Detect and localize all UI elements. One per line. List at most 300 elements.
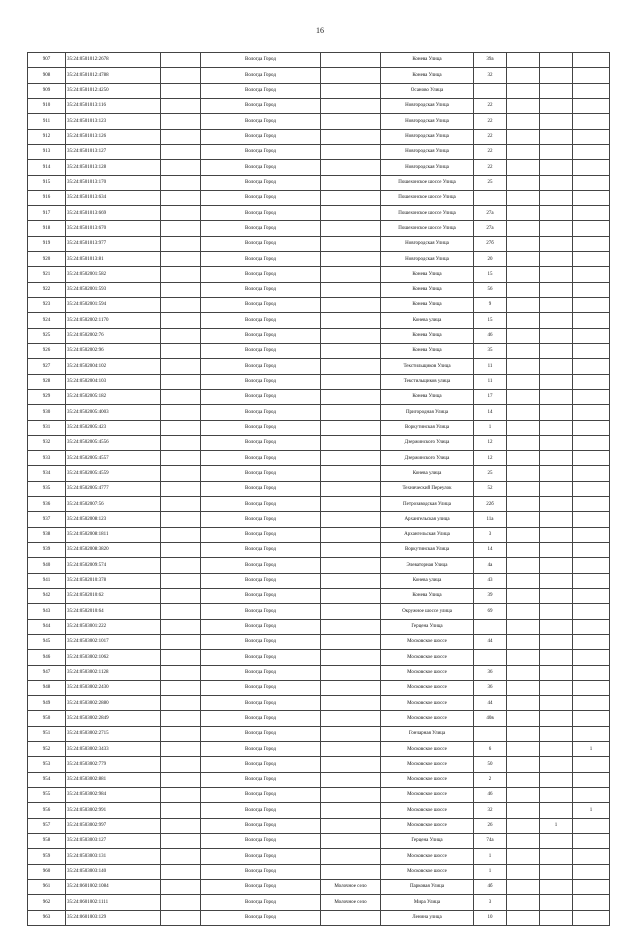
city-cell: Вологда Город: [201, 788, 321, 803]
house-number-cell: 74а: [474, 833, 507, 848]
row-number-cell: 941: [28, 573, 66, 588]
city-cell: Вологда Город: [201, 359, 321, 374]
street-cell: Московское шоссе: [381, 788, 474, 803]
house-number-cell: 2: [474, 772, 507, 787]
village-cell: [321, 53, 381, 68]
street-cell: Окружное шоссе улица: [381, 604, 474, 619]
city-cell: Вологда Город: [201, 374, 321, 389]
village-cell: [321, 83, 381, 98]
blank-cell: [161, 160, 201, 175]
table-row: [28, 527, 610, 542]
city-cell: Вологда Город: [201, 221, 321, 236]
city-cell: Вологда Город: [201, 879, 321, 894]
mark-cell: [540, 267, 573, 282]
mark-cell: [507, 742, 540, 757]
mark-cell: [540, 298, 573, 313]
table-row: [28, 497, 610, 512]
street-cell: Конева Улица: [381, 298, 474, 313]
cadastral-number-cell: 35:24:0601002:1084: [66, 879, 161, 894]
street-cell: Московское шоссе: [381, 711, 474, 726]
house-number-cell: 39: [474, 588, 507, 603]
house-number-cell: 50: [474, 757, 507, 772]
city-cell: Вологда Город: [201, 543, 321, 558]
cadastral-number-cell: 35:24:0503003:140: [66, 864, 161, 879]
city-cell: Вологда Город: [201, 634, 321, 649]
cadastral-number-cell: 35:24:0502004:102: [66, 359, 161, 374]
blank-cell: [161, 726, 201, 741]
village-cell: [321, 252, 381, 267]
table-row: [28, 83, 610, 98]
house-number-cell: 22: [474, 114, 507, 129]
village-cell: [321, 405, 381, 420]
village-cell: [321, 650, 381, 665]
row-number-cell: 957: [28, 818, 66, 833]
table-row: [28, 328, 610, 343]
cadastral-number-cell: 35:24:0502005:4557: [66, 451, 161, 466]
row-number-cell: 940: [28, 558, 66, 573]
row-number-cell: 943: [28, 604, 66, 619]
village-cell: [321, 466, 381, 481]
village-cell: [321, 190, 381, 205]
city-cell: Вологда Город: [201, 160, 321, 175]
city-cell: Вологда Город: [201, 405, 321, 420]
village-cell: [321, 527, 381, 542]
village-cell: [321, 114, 381, 129]
mark-cell: [573, 282, 610, 297]
cadastral-number-cell: 35:24:0502005:4559: [66, 466, 161, 481]
blank-cell: [161, 634, 201, 649]
mark-cell: [573, 68, 610, 83]
mark-cell: [540, 527, 573, 542]
village-cell: [321, 359, 381, 374]
mark-cell: [573, 114, 610, 129]
blank-cell: [161, 129, 201, 144]
table-row: [28, 895, 610, 910]
mark-cell: [573, 236, 610, 251]
mark-cell: [573, 833, 610, 848]
blank-cell: [161, 83, 201, 98]
table-row: [28, 190, 610, 205]
village-cell: [321, 910, 381, 925]
blank-cell: [161, 527, 201, 542]
mark-cell: [540, 405, 573, 420]
table-row: [28, 389, 610, 404]
village-cell: [321, 267, 381, 282]
blank-cell: [161, 466, 201, 481]
street-cell: Пошехонское шоссе Улица: [381, 206, 474, 221]
city-cell: Вологда Город: [201, 757, 321, 772]
cadastral-number-cell: 35:24:0503002:2849: [66, 711, 161, 726]
house-number-cell: 36: [474, 680, 507, 695]
village-cell: [321, 144, 381, 159]
village-cell: [321, 833, 381, 848]
mark-cell: [573, 252, 610, 267]
city-cell: Вологда Город: [201, 435, 321, 450]
mark-cell: [573, 83, 610, 98]
city-cell: Вологда Город: [201, 910, 321, 925]
mark-cell: [540, 588, 573, 603]
row-number-cell: 952: [28, 742, 66, 757]
street-cell: Архангельская Улица: [381, 527, 474, 542]
table-row: [28, 772, 610, 787]
city-cell: Вологда Город: [201, 53, 321, 68]
street-cell: Новгородская Улица: [381, 144, 474, 159]
table-row: [28, 252, 610, 267]
mark-cell: [507, 252, 540, 267]
mark-cell: [573, 910, 610, 925]
city-cell: Вологда Город: [201, 466, 321, 481]
table-row: [28, 221, 610, 236]
street-cell: Конева Улица: [381, 53, 474, 68]
street-cell: Архангельская улица: [381, 512, 474, 527]
blank-cell: [161, 252, 201, 267]
city-cell: Вологда Город: [201, 98, 321, 113]
table-row: [28, 818, 610, 833]
blank-cell: [161, 497, 201, 512]
cadastral-number-cell: 35:24:0503001:222: [66, 619, 161, 634]
row-number-cell: 938: [28, 527, 66, 542]
cadastral-number-cell: 35:24:0503002:779: [66, 757, 161, 772]
mark-cell: [540, 512, 573, 527]
house-number-cell: 3: [474, 527, 507, 542]
village-cell: [321, 68, 381, 83]
city-cell: Вологда Город: [201, 252, 321, 267]
blank-cell: [161, 359, 201, 374]
street-cell: Новгородская Улица: [381, 114, 474, 129]
mark-cell: [573, 573, 610, 588]
village-cell: [321, 604, 381, 619]
street-cell: Новгородская Улица: [381, 236, 474, 251]
blank-cell: [161, 849, 201, 864]
cadastral-number-cell: 35:24:0503002:984: [66, 788, 161, 803]
village-cell: [321, 206, 381, 221]
table-row: [28, 160, 610, 175]
row-number-cell: 923: [28, 298, 66, 313]
city-cell: Вологда Город: [201, 282, 321, 297]
mark-cell: [507, 558, 540, 573]
mark-cell: 1: [573, 803, 610, 818]
city-cell: Вологда Город: [201, 619, 321, 634]
street-cell: Пошехонское шоссе Улица: [381, 221, 474, 236]
table-row: [28, 343, 610, 358]
mark-cell: [507, 527, 540, 542]
mark-cell: [573, 849, 610, 864]
city-cell: Вологда Город: [201, 497, 321, 512]
city-cell: Вологда Город: [201, 313, 321, 328]
table-row: [28, 313, 610, 328]
city-cell: Вологда Город: [201, 451, 321, 466]
house-number-cell: 1: [474, 849, 507, 864]
village-cell: [321, 757, 381, 772]
cadastral-number-cell: 35:24:0502008:3820: [66, 543, 161, 558]
mark-cell: [507, 788, 540, 803]
table-row: [28, 742, 610, 757]
table-row: [28, 435, 610, 450]
cadastral-number-cell: 35:24:0501013:669: [66, 206, 161, 221]
mark-cell: [540, 742, 573, 757]
village-cell: [321, 175, 381, 190]
row-number-cell: 937: [28, 512, 66, 527]
row-number-cell: 962: [28, 895, 66, 910]
row-number-cell: 911: [28, 114, 66, 129]
mark-cell: [540, 543, 573, 558]
mark-cell: [573, 788, 610, 803]
blank-cell: [161, 53, 201, 68]
row-number-cell: 913: [28, 144, 66, 159]
house-number-cell: [474, 650, 507, 665]
page-number: 16: [316, 26, 324, 35]
city-cell: Вологда Город: [201, 83, 321, 98]
street-cell: Дзержинского Улица: [381, 451, 474, 466]
mark-cell: [573, 895, 610, 910]
blank-cell: [161, 405, 201, 420]
table-row: [28, 543, 610, 558]
mark-cell: [540, 175, 573, 190]
mark-cell: [573, 175, 610, 190]
table-row: [28, 466, 610, 481]
street-cell: Новгородская Улица: [381, 129, 474, 144]
mark-cell: [573, 267, 610, 282]
street-cell: Дзержинского Улица: [381, 435, 474, 450]
house-number-cell: 46: [474, 788, 507, 803]
street-cell: Новгородская Улица: [381, 160, 474, 175]
row-number-cell: 915: [28, 175, 66, 190]
mark-cell: [540, 497, 573, 512]
row-number-cell: 958: [28, 833, 66, 848]
row-number-cell: 950: [28, 711, 66, 726]
row-number-cell: 917: [28, 206, 66, 221]
cadastral-number-cell: 35:24:0503002:2430: [66, 680, 161, 695]
mark-cell: [507, 298, 540, 313]
mark-cell: [540, 665, 573, 680]
street-cell: Конева Улица: [381, 328, 474, 343]
mark-cell: [540, 634, 573, 649]
cadastral-number-cell: 35:24:0502001:582: [66, 267, 161, 282]
city-cell: Вологда Город: [201, 680, 321, 695]
house-number-cell: [474, 619, 507, 634]
mark-cell: [540, 833, 573, 848]
mark-cell: [507, 98, 540, 113]
mark-cell: [540, 849, 573, 864]
mark-cell: [540, 451, 573, 466]
mark-cell: 1: [540, 818, 573, 833]
city-cell: Вологда Город: [201, 68, 321, 83]
cadastral-number-cell: 35:24:0503002:2880: [66, 696, 161, 711]
street-cell: Мира Улица: [381, 895, 474, 910]
city-cell: Вологда Город: [201, 665, 321, 680]
blank-cell: [161, 267, 201, 282]
mark-cell: [507, 665, 540, 680]
house-number-cell: 22: [474, 129, 507, 144]
mark-cell: [507, 435, 540, 450]
street-cell: Московское шоссе: [381, 665, 474, 680]
house-number-cell: 25: [474, 466, 507, 481]
street-cell: Конева Улица: [381, 389, 474, 404]
table-row: [28, 650, 610, 665]
mark-cell: [573, 221, 610, 236]
cadastral-number-cell: 35:24:0501012:4788: [66, 68, 161, 83]
house-number-cell: 27а: [474, 221, 507, 236]
cadastral-number-cell: 35:24:0503002:881: [66, 772, 161, 787]
house-number-cell: 4а: [474, 558, 507, 573]
mark-cell: [573, 98, 610, 113]
village-cell: [321, 451, 381, 466]
blank-cell: [161, 420, 201, 435]
table-row: [28, 680, 610, 695]
mark-cell: [540, 711, 573, 726]
blank-cell: [161, 833, 201, 848]
row-number-cell: 919: [28, 236, 66, 251]
mark-cell: [507, 405, 540, 420]
mark-cell: [540, 788, 573, 803]
cadastral-number-cell: 35:24:0502005:4777: [66, 481, 161, 496]
cadastral-number-cell: 35:24:0503003:127: [66, 833, 161, 848]
row-number-cell: 948: [28, 680, 66, 695]
street-cell: Воркутинская Улица: [381, 543, 474, 558]
mark-cell: [540, 252, 573, 267]
mark-cell: [507, 619, 540, 634]
mark-cell: [573, 129, 610, 144]
street-cell: Новгородская Улица: [381, 252, 474, 267]
mark-cell: [507, 543, 540, 558]
mark-cell: [507, 604, 540, 619]
house-number-cell: 56: [474, 282, 507, 297]
blank-cell: [161, 221, 201, 236]
cadastral-number-cell: 35:24:0501013:977: [66, 236, 161, 251]
mark-cell: [573, 160, 610, 175]
row-number-cell: 929: [28, 389, 66, 404]
table-row: [28, 114, 610, 129]
village-cell: [321, 864, 381, 879]
blank-cell: [161, 910, 201, 925]
mark-cell: [540, 895, 573, 910]
row-number-cell: 927: [28, 359, 66, 374]
row-number-cell: 921: [28, 267, 66, 282]
mark-cell: [507, 497, 540, 512]
blank-cell: [161, 696, 201, 711]
street-cell: Конева улица: [381, 573, 474, 588]
city-cell: Вологда Город: [201, 206, 321, 221]
village-cell: [321, 543, 381, 558]
mark-cell: [540, 83, 573, 98]
village-cell: [321, 389, 381, 404]
mark-cell: [540, 389, 573, 404]
mark-cell: [540, 619, 573, 634]
blank-cell: [161, 313, 201, 328]
row-number-cell: 934: [28, 466, 66, 481]
village-cell: [321, 236, 381, 251]
street-cell: Петрозаводская Улица: [381, 497, 474, 512]
city-cell: Вологда Город: [201, 512, 321, 527]
city-cell: Вологда Город: [201, 389, 321, 404]
city-cell: Вологда Город: [201, 267, 321, 282]
cadastral-number-cell: 35:24:0503002:2715: [66, 726, 161, 741]
village-cell: [321, 435, 381, 450]
row-number-cell: 910: [28, 98, 66, 113]
city-cell: Вологда Город: [201, 328, 321, 343]
village-cell: [321, 282, 381, 297]
mark-cell: [507, 588, 540, 603]
mark-cell: [573, 497, 610, 512]
house-number-cell: 32: [474, 803, 507, 818]
table-row: [28, 788, 610, 803]
street-cell: Московское шоссе: [381, 864, 474, 879]
cadastral-number-cell: 35:24:0503002:1128: [66, 665, 161, 680]
house-number-cell: 22: [474, 144, 507, 159]
street-cell: Элеваторная Улица: [381, 558, 474, 573]
table-row: [28, 451, 610, 466]
mark-cell: [573, 588, 610, 603]
blank-cell: [161, 343, 201, 358]
mark-cell: [540, 650, 573, 665]
row-number-cell: 908: [28, 68, 66, 83]
cadastral-number-cell: 35:24:0503002:1062: [66, 650, 161, 665]
village-cell: [321, 634, 381, 649]
house-number-cell: 1: [474, 864, 507, 879]
cadastral-number-cell: 35:24:0502005:4003: [66, 405, 161, 420]
blank-cell: [161, 282, 201, 297]
cadastral-number-cell: 35:24:0502002:1170: [66, 313, 161, 328]
city-cell: Вологда Город: [201, 742, 321, 757]
village-cell: Молочное село: [321, 895, 381, 910]
house-number-cell: 10: [474, 910, 507, 925]
mark-cell: [507, 328, 540, 343]
blank-cell: [161, 680, 201, 695]
city-cell: Вологда Город: [201, 849, 321, 864]
mark-cell: [540, 206, 573, 221]
mark-cell: [507, 267, 540, 282]
row-number-cell: 953: [28, 757, 66, 772]
mark-cell: [540, 680, 573, 695]
blank-cell: [161, 435, 201, 450]
city-cell: Вологда Город: [201, 527, 321, 542]
table-row: [28, 619, 610, 634]
village-cell: [321, 788, 381, 803]
mark-cell: [507, 818, 540, 833]
house-number-cell: 12: [474, 451, 507, 466]
row-number-cell: 907: [28, 53, 66, 68]
mark-cell: [573, 144, 610, 159]
village-cell: [321, 497, 381, 512]
city-cell: Вологда Город: [201, 558, 321, 573]
mark-cell: [540, 313, 573, 328]
mark-cell: [540, 328, 573, 343]
mark-cell: [507, 481, 540, 496]
village-cell: [321, 726, 381, 741]
mark-cell: [507, 83, 540, 98]
mark-cell: [507, 206, 540, 221]
village-cell: [321, 818, 381, 833]
mark-cell: [573, 879, 610, 894]
mark-cell: [507, 757, 540, 772]
village-cell: [321, 420, 381, 435]
street-cell: Конева улица: [381, 313, 474, 328]
cadastral-number-cell: 35:24:0503002:3433: [66, 742, 161, 757]
cadastral-number-cell: 35:24:0502005:182: [66, 389, 161, 404]
row-number-cell: 939: [28, 543, 66, 558]
street-cell: Пошехонское шоссе Улица: [381, 190, 474, 205]
cadastral-number-cell: 35:24:0501013:634: [66, 190, 161, 205]
mark-cell: [573, 328, 610, 343]
table-row: [28, 420, 610, 435]
village-cell: [321, 512, 381, 527]
mark-cell: [507, 895, 540, 910]
mark-cell: [507, 374, 540, 389]
blank-cell: [161, 114, 201, 129]
mark-cell: [573, 389, 610, 404]
street-cell: Московское шоссе: [381, 803, 474, 818]
house-number-cell: 20: [474, 252, 507, 267]
